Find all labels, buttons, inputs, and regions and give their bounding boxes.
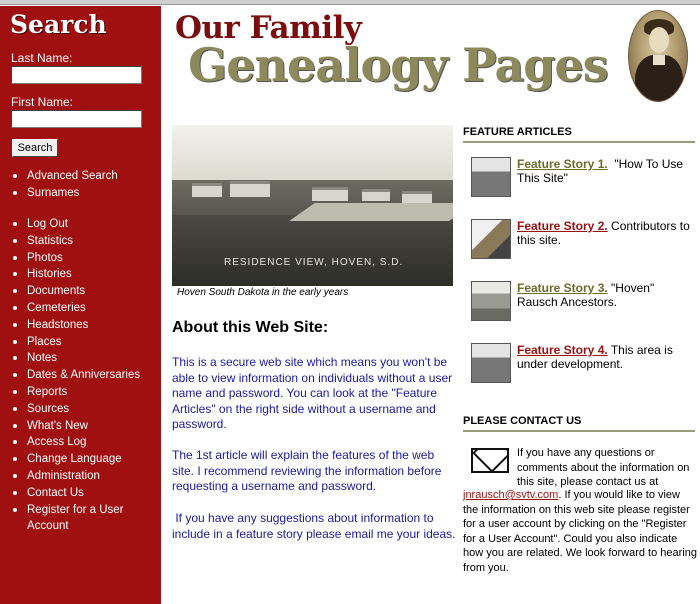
envelope-icon — [471, 448, 509, 473]
menu-item-reports[interactable]: Reports — [11, 384, 161, 401]
feature-story-2-text: Contributors to this site. — [517, 219, 694, 247]
portrait-collar — [653, 55, 665, 65]
contact-email-link[interactable]: jnrausch@svtv.com — [463, 489, 559, 501]
menu-item-change-language[interactable]: Change Language — [11, 451, 161, 468]
menu-item-places[interactable]: Places — [11, 334, 161, 351]
feature-story-1-link[interactable]: Feature Story 1. — [517, 157, 608, 171]
portrait-face — [649, 27, 669, 53]
feature-story-4-link[interactable]: Feature Story 4. — [517, 343, 608, 357]
feature-story-4 — [517, 343, 697, 371]
feature-story-4-text: This area is under development. — [517, 343, 677, 371]
story-1-thumbnail[interactable] — [471, 157, 511, 197]
feature-story-1-text: "How To Use This Site" — [517, 157, 687, 185]
photo-building — [362, 189, 390, 201]
photo-ground — [172, 215, 453, 286]
menu-item-sources[interactable]: Sources — [11, 401, 161, 418]
story-3-thumbnail[interactable] — [471, 281, 511, 321]
feature-articles-heading: FEATURE ARTICLES — [463, 126, 695, 143]
portrait-photo — [628, 10, 688, 102]
search-title: Search — [10, 10, 107, 39]
menu-item-dates-anniversaries[interactable]: Dates & Anniversaries — [11, 367, 161, 384]
menu-item-access-log[interactable]: Access Log — [11, 434, 161, 451]
feature-story-3-link[interactable]: Feature Story 3. — [517, 281, 608, 295]
feature-story-1 — [517, 157, 697, 185]
header-title-line1: Our Family — [175, 10, 362, 46]
menu-item-cemeteries[interactable]: Cemeteries — [11, 300, 161, 317]
photo-building — [192, 183, 222, 197]
first-name-label: First Name: — [11, 95, 74, 109]
contact-heading: PLEASE CONTACT US — [463, 415, 695, 432]
search-button[interactable]: Search — [12, 139, 58, 157]
contact-text-2-body: . If you would like to view the information on this web site please register for a user account by clicking on the "Register for a User Account". Could you also indicate how you are related. We look forward to hearing from you. — [463, 489, 697, 574]
menu-item-whats-new[interactable]: What's New — [11, 418, 161, 435]
menu-item-documents[interactable]: Documents — [11, 283, 161, 300]
photo-building — [312, 187, 348, 201]
feature-story-3-text: "Hoven" Rausch Ancestors. — [517, 281, 658, 309]
about-title: About this Web Site: — [172, 319, 329, 336]
photo-building — [230, 181, 270, 197]
story-2-thumbnail[interactable] — [471, 219, 511, 259]
feature-story-2 — [517, 219, 697, 247]
menu-item-advanced-search[interactable]: Advanced Search — [11, 168, 118, 185]
photo-sky — [172, 125, 453, 187]
menu-item-register[interactable]: Register for a User Account — [11, 502, 161, 536]
menu-item-histories[interactable]: Histories — [11, 266, 161, 283]
menu-item-headstones[interactable]: Headstones — [11, 317, 161, 334]
menu-item-statistics[interactable]: Statistics — [11, 233, 161, 250]
last-name-label: Last Name: — [11, 51, 73, 65]
main-menu — [11, 216, 161, 535]
about-paragraph-3: If you have any suggestions about information to include in a feature story please email me your ideas. — [172, 511, 456, 541]
menu-item-contact-us[interactable]: Contact Us — [11, 485, 161, 502]
photo-road — [289, 203, 453, 221]
feature-story-2-link[interactable]: Feature Story 2. — [517, 219, 608, 233]
photo-inset-text: RESIDENCE VIEW, HOVEN, S.D. — [224, 257, 404, 268]
story-4-thumbnail[interactable] — [471, 343, 511, 383]
menu-item-photos[interactable]: Photos — [11, 250, 161, 267]
about-paragraph-2: The 1st article will explain the features of the web site. I recommend reviewing the information before requesting a username and password. — [172, 448, 442, 493]
menu-item-administration[interactable]: Administration — [11, 468, 161, 485]
contact-text-1: If you have any questions or comments about the information on this site, please contact us at — [517, 447, 690, 488]
contact-text-2 — [463, 488, 697, 575]
menu-item-log-out[interactable]: Log Out — [11, 216, 161, 233]
search-links — [11, 168, 118, 202]
menu-item-notes[interactable]: Notes — [11, 350, 161, 367]
top-border — [0, 0, 700, 5]
feature-story-3 — [517, 281, 697, 309]
about-paragraph-1: This is a secure web site which means you won't be able to view information on individuals without a user name and password. You can look at the "Feature Articles" on the right side without a username and password. — [172, 355, 453, 431]
last-name-input[interactable] — [11, 66, 142, 84]
town-photo — [172, 125, 453, 286]
photo-caption: Hoven South Dakota in the early years — [177, 287, 349, 298]
sidebar — [0, 6, 161, 604]
menu-item-surnames[interactable]: Surnames — [11, 185, 118, 202]
header-title-line2: Genealogy Pages — [188, 38, 608, 92]
first-name-input[interactable] — [11, 110, 142, 128]
photo-building — [402, 191, 432, 203]
